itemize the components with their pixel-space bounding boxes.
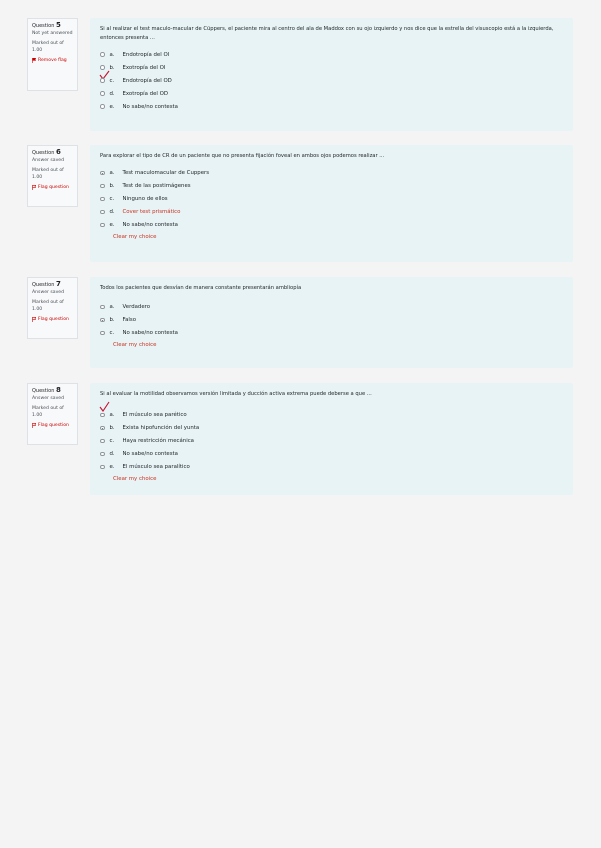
answer-option[interactable]: d. Exotropía del OD xyxy=(100,87,563,100)
question-grade: Marked out of 1.00 xyxy=(32,168,64,180)
flag-question-link[interactable]: Flag question xyxy=(32,185,73,191)
question-state: Answer saved xyxy=(32,396,65,402)
clear-choice-link[interactable]: Clear my choice xyxy=(113,233,157,240)
radio-button[interactable] xyxy=(100,78,105,83)
question-number: Question 6 xyxy=(32,148,61,156)
radio-button[interactable] xyxy=(100,465,105,470)
question-state: Answer saved xyxy=(32,290,65,296)
radio-button[interactable] xyxy=(100,184,105,189)
answer-option[interactable]: e. No sabe/no contesta xyxy=(100,219,563,232)
question-text: Si al realizar el test maculo-macular de Cüppers, el paciente mira al centro del ala de Maddox con su ojo izquierdo y nos dice que la estrella del visuscopio está a la izquierda, entonces presenta ... xyxy=(100,26,554,41)
question-content xyxy=(90,383,573,495)
question-number: Question 5 xyxy=(32,21,61,29)
question-text: Todos los pacientes que desvían de manera constante presentarán ambliopía xyxy=(100,285,302,291)
question-content xyxy=(90,18,573,131)
question-info xyxy=(27,18,78,91)
radio-button[interactable] xyxy=(100,413,105,418)
radio-button[interactable] xyxy=(100,452,105,457)
question-state: Answer saved xyxy=(32,158,65,164)
flag-icon xyxy=(32,317,36,322)
remove-flag-link[interactable]: Remove flag xyxy=(32,58,73,64)
answer-list xyxy=(100,48,563,113)
answer-option[interactable]: a. Verdadero xyxy=(100,301,563,314)
answer-option[interactable]: a. Endotropía del OI xyxy=(100,48,563,61)
question-grade: Marked out of 1.00 xyxy=(32,41,64,53)
question-text: Para explorar el tipo de CR de un paciente que no presenta fijación foveal en ambos ojos podemos realizar ... xyxy=(100,153,385,159)
answer-option[interactable]: b. Exista hipofunción del yunta xyxy=(100,422,563,435)
question-state: Not yet answered xyxy=(32,31,73,37)
radio-button[interactable] xyxy=(100,223,105,228)
flag-question-link[interactable]: Flag question xyxy=(32,423,73,429)
answer-option[interactable]: a. El músculo sea parético xyxy=(100,409,563,422)
radio-button[interactable] xyxy=(100,439,105,444)
radio-button-selected[interactable] xyxy=(100,426,105,431)
answer-list xyxy=(100,409,563,474)
answer-list xyxy=(100,301,563,340)
radio-button[interactable] xyxy=(100,331,105,336)
clear-choice-link[interactable]: Clear my choice xyxy=(113,475,157,482)
question-number: Question 8 xyxy=(32,386,61,394)
radio-button[interactable] xyxy=(100,197,105,202)
question-info xyxy=(27,145,78,207)
answer-option[interactable]: e. El músculo sea paralítico xyxy=(100,461,563,474)
answer-option[interactable]: b. Exotropía del OI xyxy=(100,61,563,74)
answer-option[interactable]: c. Haya restricción mecánica xyxy=(100,435,563,448)
flag-icon xyxy=(32,185,36,190)
question-content xyxy=(90,145,573,262)
clear-choice-link[interactable]: Clear my choice xyxy=(113,341,157,348)
answer-option[interactable]: c. Ninguno de ellos xyxy=(100,193,563,206)
answer-option[interactable]: d. Cover test prismático xyxy=(100,206,563,219)
question-info xyxy=(27,277,78,339)
answer-option[interactable]: a. Test maculomacular de Cuppers xyxy=(100,167,563,180)
flag-icon xyxy=(32,58,36,63)
question-info xyxy=(27,383,78,445)
answer-option[interactable]: c. Endotropía del OD xyxy=(100,74,563,87)
answer-list xyxy=(100,167,563,232)
radio-button[interactable] xyxy=(100,210,105,215)
flag-icon xyxy=(32,423,36,428)
radio-button[interactable] xyxy=(100,52,105,57)
radio-button-selected[interactable] xyxy=(100,318,105,323)
answer-option[interactable]: b. Falso xyxy=(100,314,563,327)
question-grade: Marked out of 1.00 xyxy=(32,406,64,418)
question-number: Question 7 xyxy=(32,280,61,288)
radio-button[interactable] xyxy=(100,305,105,310)
radio-button[interactable] xyxy=(100,91,105,96)
radio-button[interactable] xyxy=(100,104,105,109)
answer-option[interactable]: c. No sabe/no contesta xyxy=(100,327,563,340)
answer-option[interactable]: e. No sabe/no contesta xyxy=(100,100,563,113)
question-text: Si al evaluar la motilidad observamos versión limitada y ducción activa extrema puede deberse a que ... xyxy=(100,391,372,397)
flag-question-link[interactable]: Flag question xyxy=(32,317,73,323)
question-grade: Marked out of 1.00 xyxy=(32,300,64,312)
checkmark-icon xyxy=(99,401,111,413)
answer-option[interactable]: b. Test de las postimágenes xyxy=(100,180,563,193)
radio-button-selected[interactable] xyxy=(100,171,105,176)
answer-option[interactable]: d. No sabe/no contesta xyxy=(100,448,563,461)
question-content xyxy=(90,277,573,368)
